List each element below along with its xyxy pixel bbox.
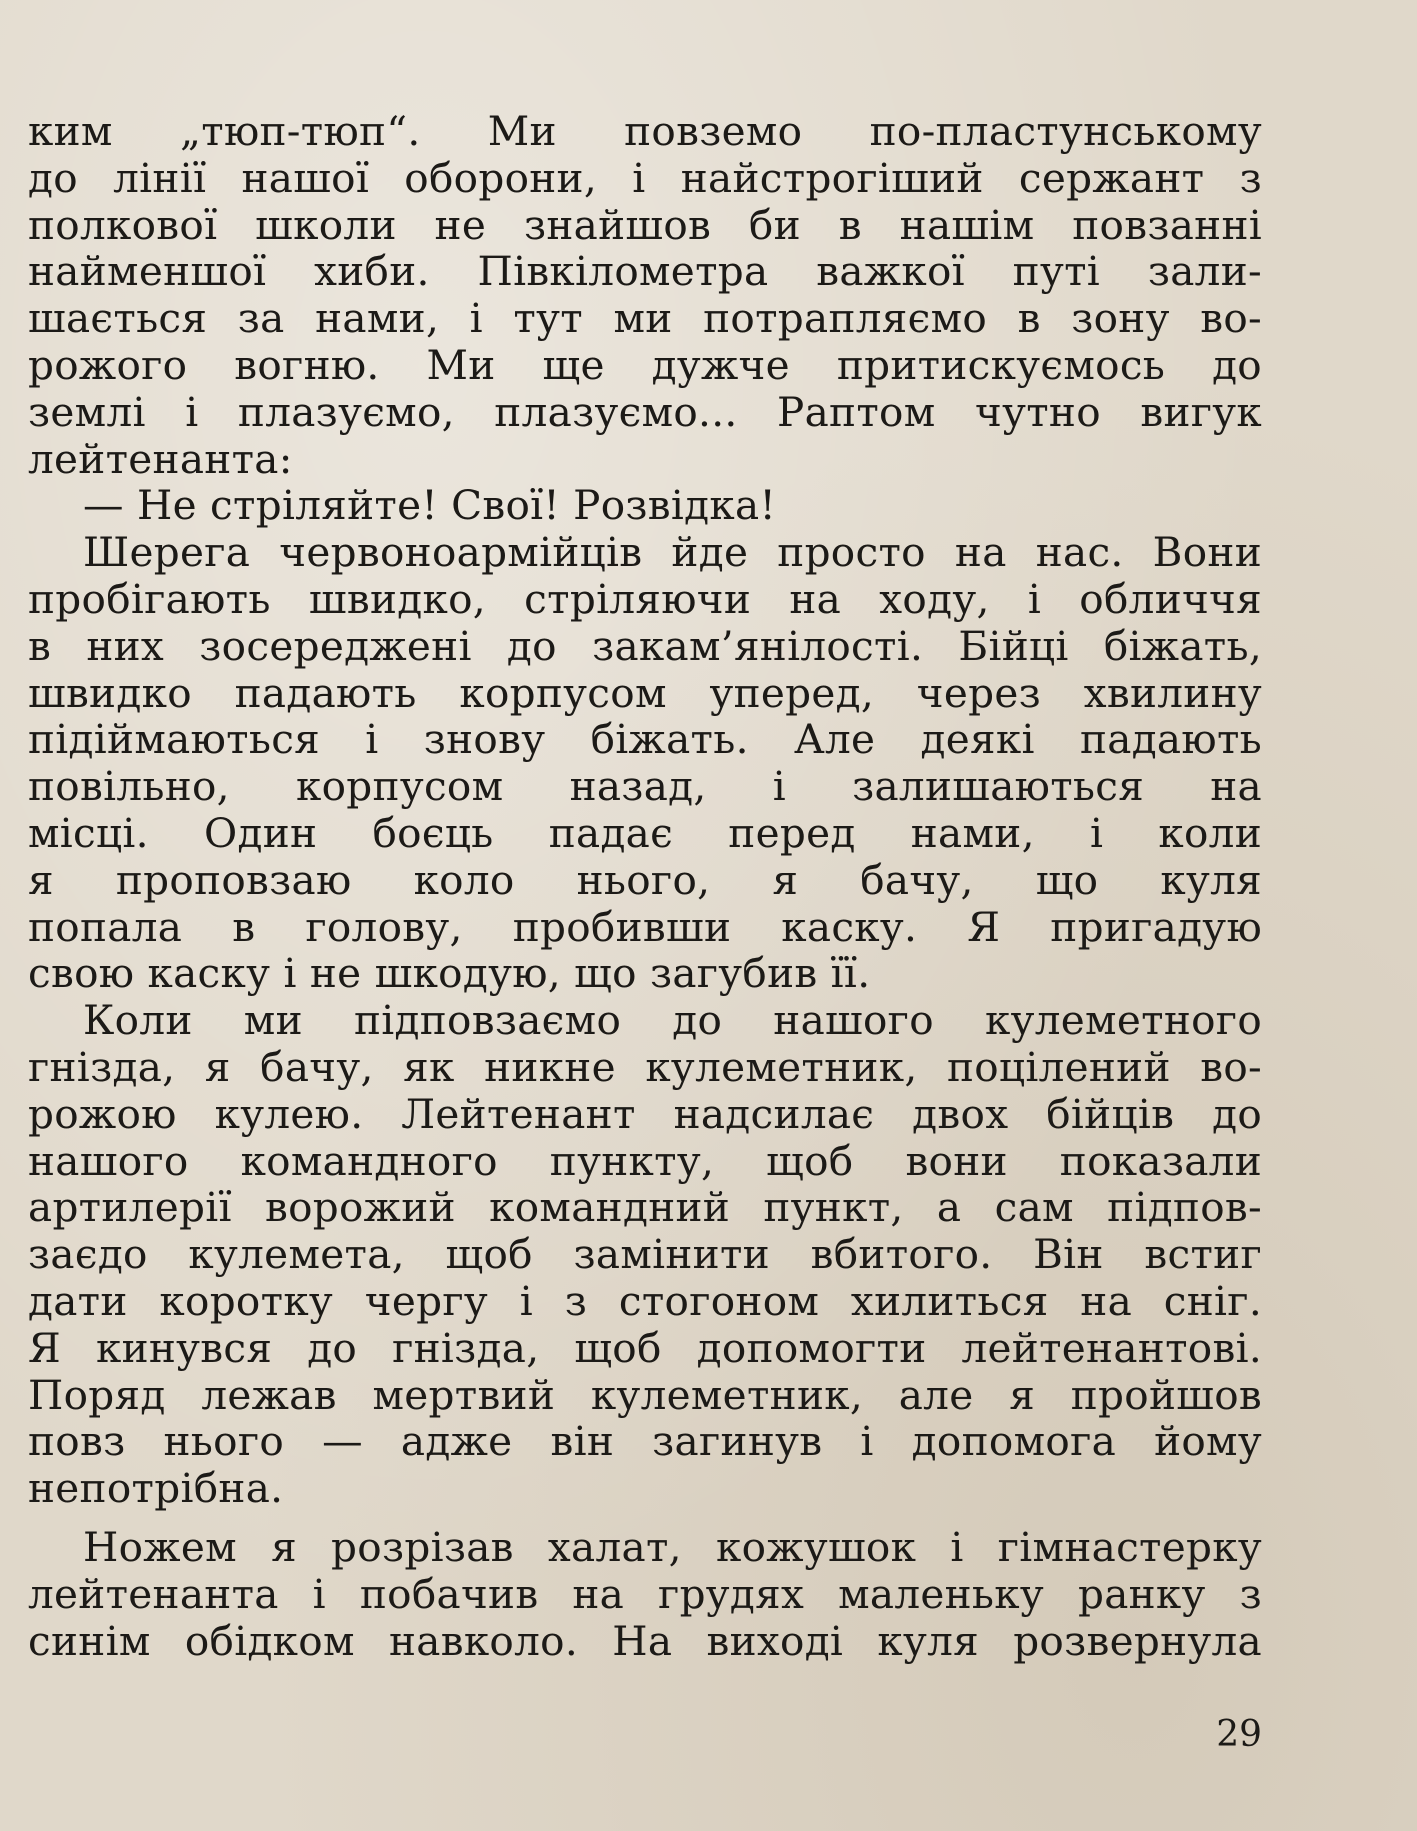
text-line: заєдо кулемета, щоб замінити вбитого. Він встиг — [28, 1230, 1262, 1279]
text-line: лейтенанта: — [28, 434, 293, 483]
page-number: 29 — [1216, 1714, 1262, 1755]
text-line: Шерега червоноармійців йде просто на нас. Вони — [83, 528, 1262, 577]
text-line: пробігають швидко, стріляючи на ходу, і обличчя — [28, 574, 1262, 623]
text-line: попала в голову, пробивши каску. Я пригадую — [28, 902, 1262, 951]
text-line: до лінії нашої оборони, і найстрогіший сержант з — [28, 153, 1262, 202]
text-line: землі і плазуємо, плазуємо... Раптом чутно вигук — [28, 387, 1262, 436]
text-line: нашого командного пункту, щоб вони показали — [28, 1136, 1262, 1185]
text-line: рожого вогню. Ми ще дужче притискуємось до — [28, 340, 1262, 389]
text-line: в них зосереджені до закам’янілості. Бійці біжать, — [28, 621, 1262, 670]
text-line: я проповзаю коло нього, я бачу, що куля — [28, 855, 1262, 904]
text-line: дати коротку чергу і з стогоном хилиться на сніг. — [28, 1276, 1262, 1325]
text-line: свою каску і не шкодую, що загубив її. — [28, 949, 871, 998]
text-line: непотрібна. — [28, 1464, 284, 1513]
text-line: Ножем я розрізав халат, кожушок і гімнастерку — [83, 1522, 1262, 1571]
text-line: — Не стріляйте! Свої! Розвідка! — [83, 481, 777, 530]
text-line: швидко падають корпусом уперед, через хвилину — [28, 668, 1262, 717]
text-line: повільно, корпусом назад, і залишаються на — [28, 762, 1262, 811]
text-line: лейтенанта і побачив на грудях маленьку ранку з — [28, 1569, 1262, 1618]
text-line: Поряд лежав мертвий кулеметник, але я пройшов — [28, 1370, 1262, 1419]
text-line: найменшої хиби. Півкілометра важкої путі зали- — [28, 247, 1262, 296]
text-line: Я кинувся до гнізда, щоб допомогти лейтенантові. — [28, 1323, 1262, 1372]
text-line: артилерії ворожий командний пункт, а сам підпов- — [28, 1183, 1262, 1232]
text-line: шається за нами, і тут ми потрапляємо в зону во- — [28, 294, 1262, 343]
text-line: синім обідком навколо. На виході куля розвернула — [28, 1616, 1262, 1665]
text-line: ким „тюп-тюп“. Ми повземо по-пластунському — [28, 107, 1262, 155]
text-line: рожою кулею. Лейтенант надсилає двох бійців до — [28, 1089, 1262, 1138]
body-text — [28, 108, 1262, 1664]
text-line: Коли ми підповзаємо до нашого кулеметного — [83, 996, 1262, 1045]
text-line: полкової школи не знайшов би в нашім повзанні — [28, 200, 1262, 249]
text-line: гнізда, я бачу, як никне кулеметник, поцілений во- — [28, 1042, 1262, 1091]
text-line: підіймаються і знову біжать. Але деякі падають — [28, 715, 1262, 764]
text-line: місці. Один боєць падає перед нами, і коли — [28, 808, 1262, 857]
text-line: повз нього — адже він загинув і допомога йому — [28, 1417, 1262, 1466]
